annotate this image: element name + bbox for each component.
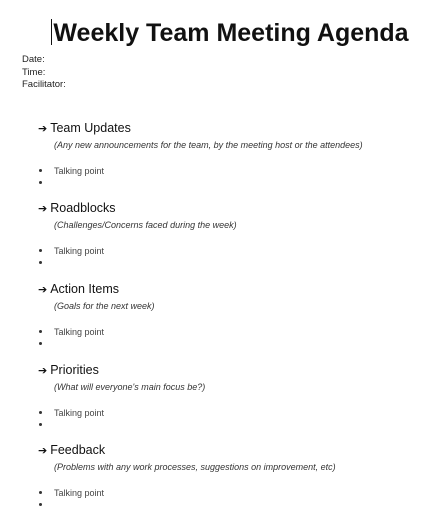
list-item[interactable]: Talking point (38, 487, 428, 499)
bullet-list (38, 487, 428, 511)
list-item[interactable] (38, 338, 428, 350)
section-action-items (38, 281, 428, 350)
section-feedback (38, 442, 428, 511)
time-label[interactable]: Time: (22, 66, 46, 78)
bullet-list (38, 165, 428, 189)
section-heading-text: Roadblocks (50, 201, 116, 215)
section-description[interactable]: (Challenges/Concerns faced during the week) (54, 220, 237, 230)
list-item[interactable] (38, 499, 428, 511)
bullet-list (38, 245, 428, 269)
list-item[interactable]: Talking point (38, 165, 428, 177)
list-item[interactable]: Talking point (38, 407, 428, 419)
section-description[interactable]: (Goals for the next week) (54, 301, 155, 311)
list-item[interactable] (38, 419, 428, 431)
section-description[interactable]: (Problems with any work processes, suggestions on improvement, etc) (54, 462, 336, 472)
facilitator-label[interactable]: Facilitator: (22, 79, 66, 90)
document-title[interactable] (0, 19, 434, 48)
bullet-list (38, 326, 428, 350)
section-roadblocks (38, 200, 428, 269)
section-team-updates (38, 120, 428, 189)
list-item[interactable] (38, 177, 428, 189)
list-item[interactable]: Talking point (38, 245, 428, 257)
arrow-right-icon: ➔ (38, 122, 48, 135)
section-heading[interactable] (38, 362, 428, 378)
section-heading[interactable] (38, 200, 428, 216)
document-title-text: Weekly Team Meeting Agenda (53, 19, 409, 47)
section-heading-text: Team Updates (50, 121, 131, 135)
date-label[interactable]: Date: (22, 54, 45, 65)
section-priorities (38, 362, 428, 431)
section-heading[interactable] (38, 120, 428, 136)
arrow-right-icon: ➔ (38, 444, 48, 457)
list-item[interactable] (38, 257, 428, 269)
section-heading-text: Action Items (50, 282, 119, 296)
section-description[interactable]: (What will everyone's main focus be?) (54, 382, 206, 392)
section-heading[interactable] (38, 281, 428, 297)
meeting-meta (22, 54, 66, 92)
arrow-right-icon: ➔ (38, 364, 48, 377)
section-heading-text: Priorities (50, 363, 99, 377)
section-heading[interactable] (38, 442, 428, 458)
bullet-list (38, 407, 428, 431)
arrow-right-icon: ➔ (38, 202, 48, 215)
section-description[interactable]: (Any new announcements for the team, by the meeting host or the attendees) (54, 140, 363, 150)
arrow-right-icon: ➔ (38, 283, 48, 296)
list-item[interactable]: Talking point (38, 326, 428, 338)
section-heading-text: Feedback (50, 443, 106, 457)
